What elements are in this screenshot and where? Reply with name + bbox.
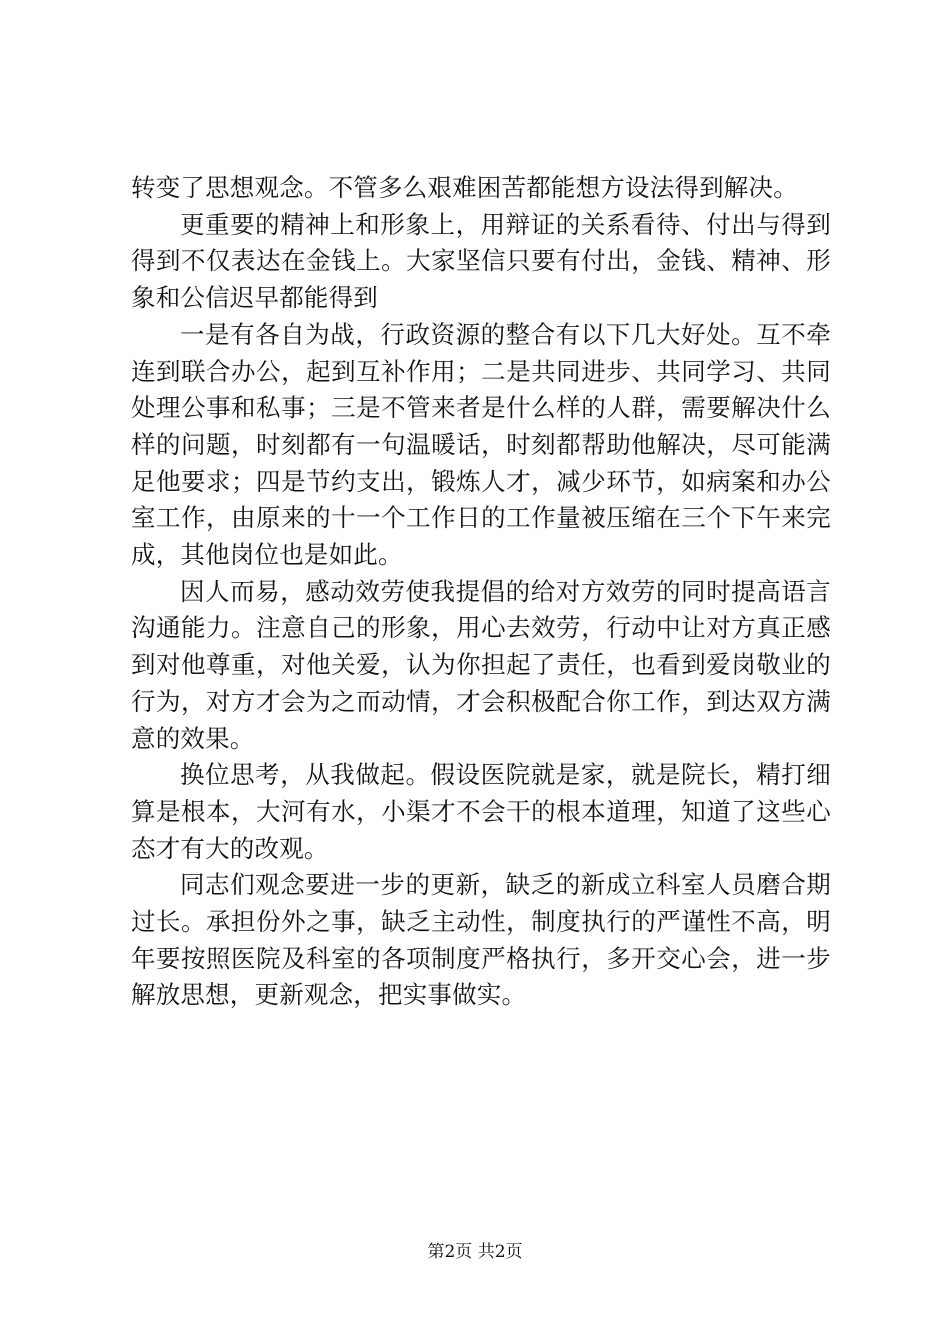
page-number-footer: 第2页 共2页 [427, 1242, 523, 1262]
paragraph-4: 因人而易，感动效劳使我提倡的给对方效劳的同时提高语言沟通能力。注意自己的形象，用心去效劳，行动中让对方真正感到对他尊重，对他关爱，认为你担起了责任，也看到爱岗敬业的行为，对方才会为之而动情，才会积极配合你工作，到达双方满意的效果。 [131, 576, 831, 753]
paragraph-1: 转变了思想观念。不管多么艰难困苦都能想方设法得到解决。 [131, 173, 798, 202]
paragraph-3: 一是有各自为战，行政资源的整合有以下几大好处。互不牵连到联合办公，起到互补作用；二是共同进步、共同学习、共同处理公事和私事；三是不管来者是什么样的人群，需要解决什么样的问题，时刻都有一句温暖话，时刻都帮助他解决，尽可能满足他要求；四是节约支出，锻炼人才，减少环节，如病案和办公室工作，由原来的十一个工作日的工作量被压缩在三个下午来完成，其他岗位也是如此。 [131, 319, 831, 570]
paragraph-6: 同志们观念要进一步的更新，缺乏的新成立科室人员磨合期过长。承担份外之事，缺乏主动性，制度执行的严谨性不高，明年要按照医院及科室的各项制度严格执行，多开交心会，进一步解放思想，更新观念，把实事做实。 [131, 870, 831, 1010]
document-body [131, 170, 831, 1014]
paragraph-5: 换位思考，从我做起。假设医院就是家，就是院长，精打细算是根本，大河有水，小渠才不会干的根本道理，知道了这些心态才有大的改观。 [131, 760, 831, 863]
paragraph-2: 更重要的精神上和形象上，用辩证的关系看待、付出与得到得到不仅表达在金钱上。大家坚信只要有付出，金钱、精神、形象和公信迟早都能得到 [131, 209, 831, 313]
